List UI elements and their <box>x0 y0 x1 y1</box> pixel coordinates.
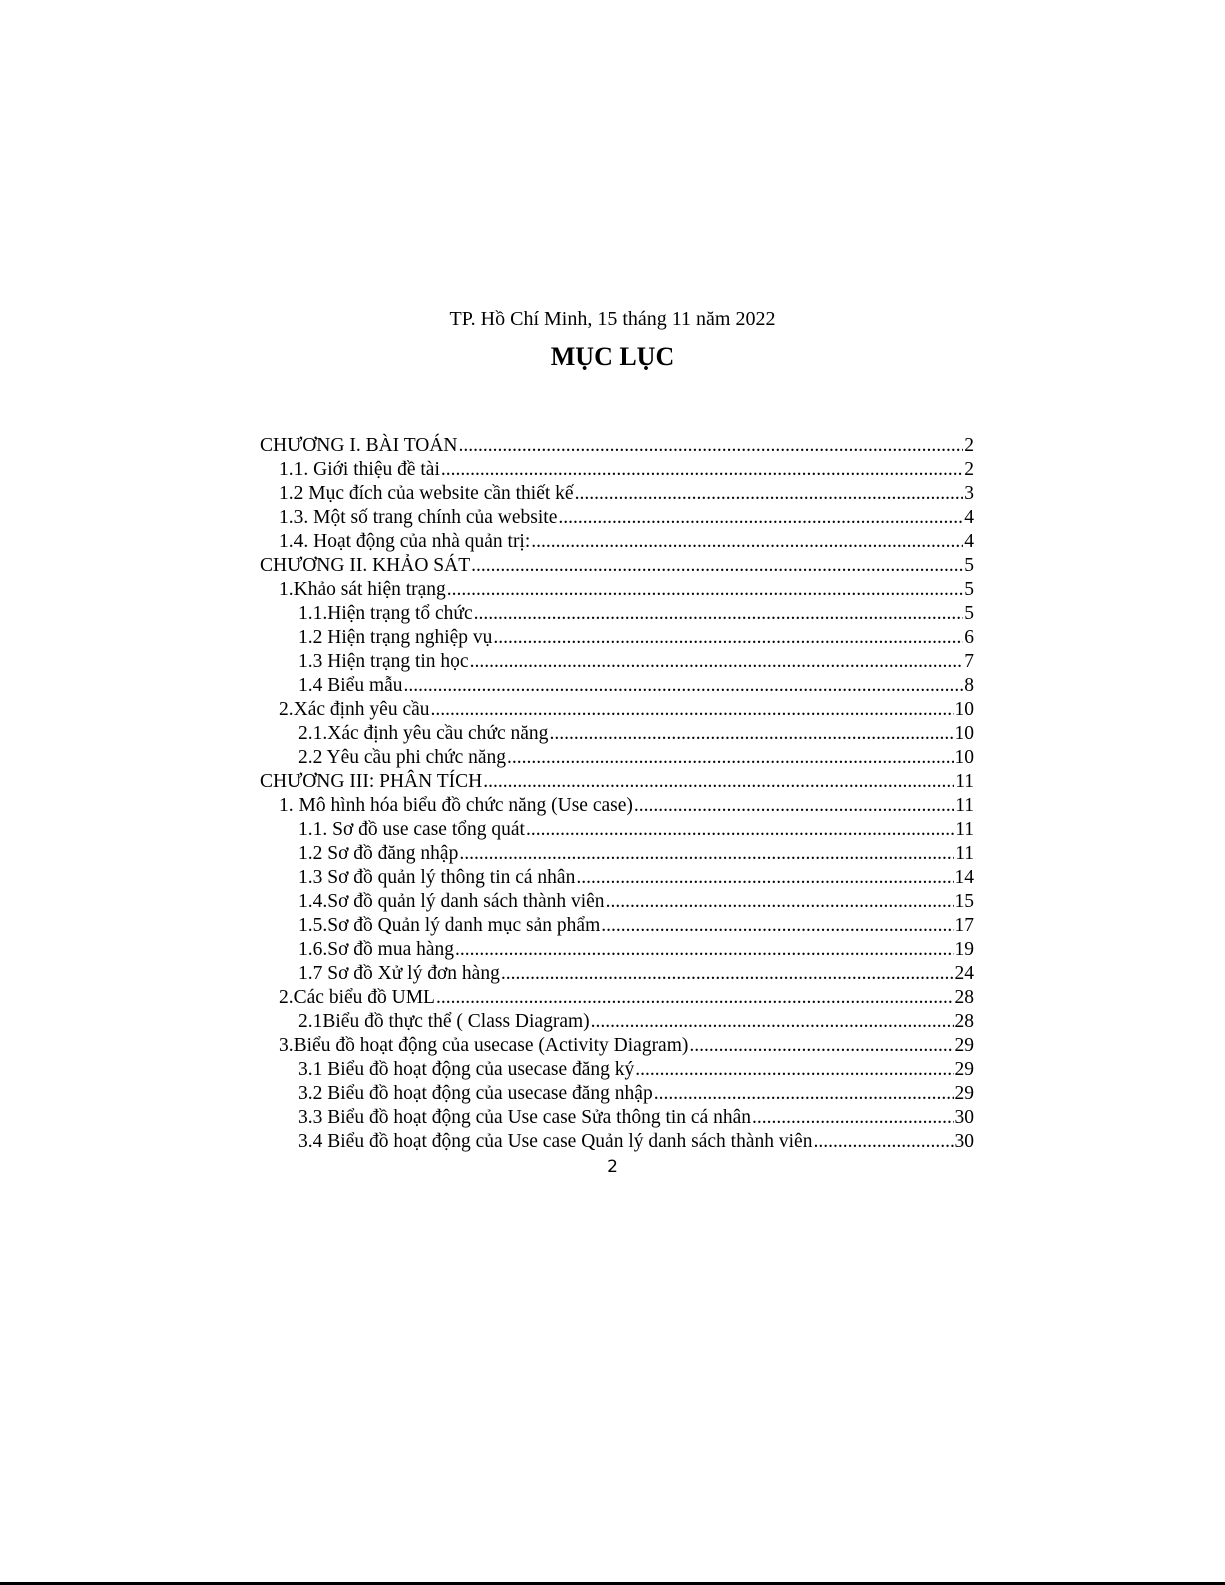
toc-entry[interactable] <box>260 938 974 962</box>
toc-entry-text: 3.4 Biểu đồ hoạt động của Use case Quản lý danh sách thành viên <box>298 1131 813 1152</box>
toc-entry-page: 30 <box>954 1131 974 1152</box>
toc-entry-page: 29 <box>954 1035 974 1056</box>
toc-entry-text: 2.2 Yêu cầu phi chức năng <box>298 747 507 768</box>
toc-dot-leader <box>455 938 953 962</box>
toc-title: MỤC LỤC <box>550 342 675 371</box>
toc-entry[interactable] <box>260 554 974 578</box>
toc-entry[interactable] <box>260 626 974 650</box>
toc-entry[interactable] <box>260 1130 974 1154</box>
toc-entry-text: 1.6.Sơ đồ mua hàng <box>298 939 455 960</box>
toc-dot-leader <box>459 842 954 866</box>
toc-entry[interactable] <box>260 1010 974 1034</box>
toc-entry-text: 1.4.Sơ đồ quản lý danh sách thành viên <box>298 891 605 912</box>
toc-entry-text: 2.1.Xác định yêu cầu chức năng <box>298 723 549 744</box>
toc-dot-leader <box>526 818 954 842</box>
toc-dot-leader <box>634 794 954 818</box>
toc-entry-page: 5 <box>964 555 974 576</box>
toc-entry-page: 29 <box>954 1083 974 1104</box>
toc-entry-text: 3.2 Biểu đồ hoạt động của usecase đăng nhập <box>298 1083 653 1104</box>
toc-entry[interactable] <box>260 794 974 818</box>
toc-entry-page: 7 <box>964 651 974 672</box>
toc-entry-text: 1.5.Sơ đồ Quản lý danh mục sản phẩm <box>298 915 601 936</box>
toc-entry[interactable] <box>260 530 974 554</box>
toc-entry-page: 28 <box>954 987 974 1008</box>
toc-entry-page: 10 <box>954 723 974 744</box>
toc-entry-page: 2 <box>964 459 974 480</box>
toc-dot-leader <box>459 434 964 458</box>
toc-entry-page: 11 <box>955 771 974 792</box>
toc-entry[interactable] <box>260 482 974 506</box>
toc-dot-leader <box>483 770 954 794</box>
toc-entry[interactable] <box>260 746 974 770</box>
toc-dot-leader <box>549 722 953 746</box>
toc-entry-text: 1.1.Hiện trạng tổ chức <box>298 603 473 624</box>
toc-entry-text: 1.3. Một số trang chính của website <box>279 507 558 528</box>
toc-entry-page: 19 <box>954 939 974 960</box>
toc-entry-page: 11 <box>955 795 974 816</box>
toc-entry-text: CHƯƠNG III: PHÂN TÍCH <box>260 771 483 792</box>
toc-dot-leader <box>654 1082 954 1106</box>
toc-dot-leader <box>501 962 954 986</box>
toc-dot-leader <box>591 1010 954 1034</box>
toc-entry-page: 2 <box>964 435 974 456</box>
toc-dot-leader <box>431 698 954 722</box>
toc-entry-text: CHƯƠNG II. KHẢO SÁT <box>260 555 471 576</box>
toc-dot-leader <box>507 746 953 770</box>
toc-dot-leader <box>635 1058 953 1082</box>
toc-dot-leader <box>601 914 953 938</box>
toc-entry[interactable] <box>260 698 974 722</box>
toc-entry-page: 17 <box>954 915 974 936</box>
toc-dot-leader <box>689 1034 953 1058</box>
toc-entry[interactable] <box>260 1058 974 1082</box>
date-line: TP. Hồ Chí Minh, 15 tháng 11 năm 2022 <box>449 308 776 330</box>
toc-entry[interactable] <box>260 986 974 1010</box>
toc-entry-page: 28 <box>954 1011 974 1032</box>
toc-entry-page: 30 <box>954 1107 974 1128</box>
toc-entry-text: 2.Xác định yêu cầu <box>279 699 430 720</box>
toc-entry[interactable] <box>260 674 974 698</box>
toc-dot-leader <box>752 1106 953 1130</box>
toc-dot-leader <box>470 650 964 674</box>
toc-entry-page: 4 <box>964 531 974 552</box>
toc-entry[interactable] <box>260 890 974 914</box>
toc-dot-leader <box>471 554 963 578</box>
toc-entry-page: 11 <box>955 819 974 840</box>
toc-entry[interactable] <box>260 1034 974 1058</box>
toc-entry[interactable] <box>260 1106 974 1130</box>
toc-entry[interactable] <box>260 506 974 530</box>
toc-entry-text: 3.1 Biểu đồ hoạt động của usecase đăng ký <box>298 1059 635 1080</box>
toc-entry[interactable] <box>260 962 974 986</box>
toc-entry[interactable] <box>260 1082 974 1106</box>
toc-entry-text: 1.2 Hiện trạng nghiệp vụ <box>298 627 493 648</box>
toc-entry-text: 1.3 Hiện trạng tin học <box>298 651 469 672</box>
toc-dot-leader <box>558 506 963 530</box>
toc-dot-leader <box>606 890 954 914</box>
toc-entry[interactable] <box>260 602 974 626</box>
toc-dot-leader <box>531 530 963 554</box>
table-of-contents <box>260 434 974 1154</box>
toc-entry-text: 1.4. Hoạt động của nhà quản trị: <box>279 531 531 552</box>
toc-entry[interactable] <box>260 818 974 842</box>
toc-entry-page: 5 <box>964 579 974 600</box>
toc-entry-page: 8 <box>964 675 974 696</box>
toc-entry-text: 1.Khảo sát hiện trạng <box>279 579 446 600</box>
toc-entry-page: 15 <box>954 891 974 912</box>
toc-entry-page: 5 <box>964 603 974 624</box>
toc-dot-leader <box>436 986 954 1010</box>
toc-entry-text: CHƯƠNG I. BÀI TOÁN <box>260 435 458 456</box>
toc-entry-text: 1.1. Giới thiệu đề tài <box>279 459 440 480</box>
toc-entry-page: 6 <box>964 627 974 648</box>
toc-entry-text: 2.Các biểu đồ UML <box>279 987 435 1008</box>
toc-dot-leader <box>813 1130 953 1154</box>
toc-entry-text: 3.Biểu đồ hoạt động của usecase (Activity Diagram) <box>279 1035 689 1056</box>
page-number: 2 <box>607 1157 618 1177</box>
toc-entry[interactable] <box>260 842 974 866</box>
toc-entry[interactable] <box>260 458 974 482</box>
toc-entry[interactable] <box>260 866 974 890</box>
toc-entry-text: 1.3 Sơ đồ quản lý thông tin cá nhân <box>298 867 576 888</box>
toc-dot-leader <box>474 602 964 626</box>
toc-entry-text: 1. Mô hình hóa biểu đồ chức năng (Use case) <box>279 795 633 816</box>
toc-entry-page: 10 <box>954 699 974 720</box>
toc-entry[interactable] <box>260 770 974 794</box>
toc-entry-text: 1.1. Sơ đồ use case tổng quát <box>298 819 525 840</box>
toc-entry-text: 3.3 Biểu đồ hoạt động của Use case Sửa thông tin cá nhân <box>298 1107 752 1128</box>
toc-entry-text: 1.7 Sơ đồ Xử lý đơn hàng <box>298 963 500 984</box>
toc-entry-page: 14 <box>954 867 974 888</box>
toc-entry-text: 1.2 Mục đích của website cần thiết kế <box>279 483 574 504</box>
toc-entry-page: 3 <box>964 483 974 504</box>
toc-dot-leader <box>493 626 963 650</box>
toc-dot-leader <box>441 458 963 482</box>
toc-entry[interactable] <box>260 722 974 746</box>
toc-entry-page: 24 <box>954 963 974 984</box>
toc-entry[interactable] <box>260 914 974 938</box>
toc-entry-text: 1.4 Biểu mẫu <box>298 675 403 696</box>
toc-dot-leader <box>575 482 964 506</box>
toc-entry-page: 4 <box>964 507 974 528</box>
toc-entry-text: 1.2 Sơ đồ đăng nhập <box>298 843 459 864</box>
toc-entry[interactable] <box>260 434 974 458</box>
toc-dot-leader <box>447 578 963 602</box>
toc-entry-page: 29 <box>954 1059 974 1080</box>
toc-dot-leader <box>576 866 953 890</box>
toc-entry-page: 10 <box>954 747 974 768</box>
toc-entry[interactable] <box>260 650 974 674</box>
toc-entry[interactable] <box>260 578 974 602</box>
toc-dot-leader <box>404 674 964 698</box>
toc-entry-page: 11 <box>955 843 974 864</box>
toc-entry-text: 2.1Biểu đồ thực thể ( Class Diagram) <box>298 1011 590 1032</box>
